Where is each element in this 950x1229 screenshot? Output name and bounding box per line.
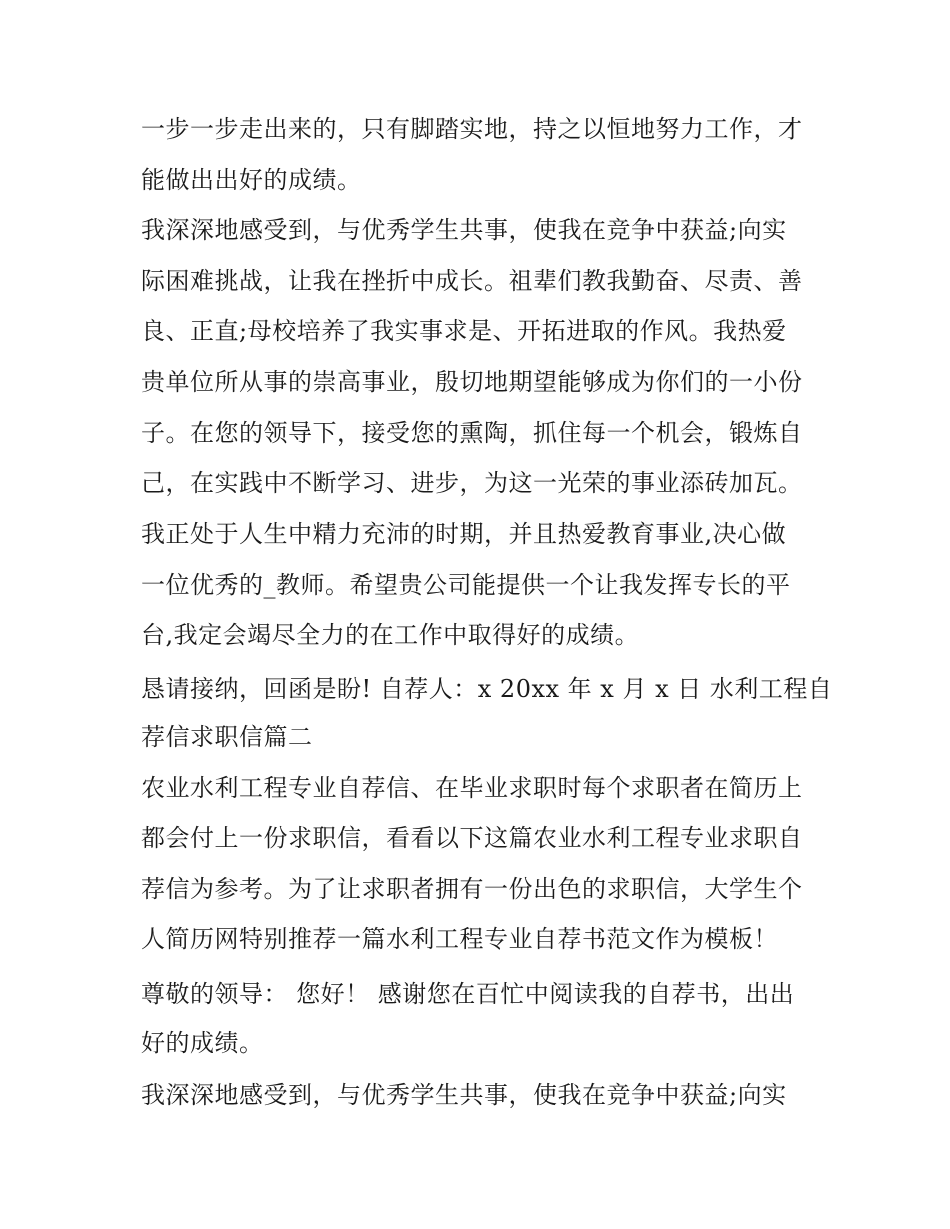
text-line: 子。在您的领导下，接受您的熏陶，抓住每一个机会，锻炼自 bbox=[141, 419, 803, 447]
text-line: 一步一步走出来的，只有脚踏实地，持之以恒地努力工作，才 bbox=[141, 115, 803, 143]
text-line: 农业水利工程专业自荐信、在毕业求职时每个求职者在简历上 bbox=[141, 774, 803, 802]
text-line: 己，在实践中不断学习、进步，为这一光荣的事业添砖加瓦。 bbox=[141, 469, 803, 497]
text-line: 都会付上一份求职信，看看以下这篇农业水利工程专业求职自 bbox=[141, 824, 803, 852]
text-line: 一位优秀的_教师。希望贵公司能提供一个让我发挥专长的平 bbox=[141, 571, 791, 599]
text-line: 际困难挑战，让我在挫折中成长。祖辈们教我勤奋、尽责、善 bbox=[141, 267, 803, 295]
text-line: 能做出出好的成绩。 bbox=[141, 166, 362, 194]
text-line: 好的成绩。 bbox=[141, 1029, 264, 1057]
text-line: 我深深地感受到，与优秀学生共事，使我在竞争中获益;向实 bbox=[141, 1081, 787, 1109]
text-line: 我深深地感受到，与优秀学生共事，使我在竞争中获益;向实 bbox=[141, 216, 787, 244]
text-line: 恳请接纳，回函是盼! 自荐人：x 20xx 年 x 月 x 日 水利工程自 bbox=[141, 675, 833, 703]
text-line: 荐信求职信篇二 bbox=[141, 723, 313, 751]
text-line: 荐信为参考。为了让求职者拥有一份出色的求职信，大学生个 bbox=[141, 875, 803, 903]
text-line: 人简历网特别推荐一篇水利工程专业自荐书范文作为模板！ bbox=[141, 925, 778, 953]
text-line: 尊敬的领导： 您好！ 感谢您在百忙中阅读我的自荐书，出出 bbox=[141, 980, 795, 1008]
text-line: 台,我定会竭尽全力的在工作中取得好的成绩。 bbox=[141, 621, 640, 649]
text-line: 良、正直;母校培养了我实事求是、开拓进取的作风。我热爱 bbox=[141, 317, 787, 345]
text-line: 我正处于人生中精力充沛的时期，并且热爱教育事业,决心做 bbox=[141, 520, 787, 548]
text-line: 贵单位所从事的崇高事业，殷切地期望能够成为你们的一小份 bbox=[141, 368, 803, 396]
